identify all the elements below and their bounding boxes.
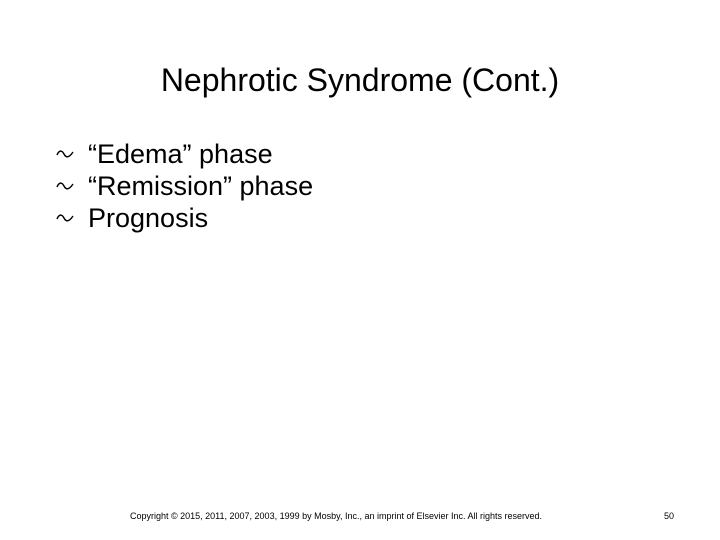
wave-bullet-icon — [56, 202, 88, 234]
bullet-text: “Remission” phase — [88, 171, 314, 201]
bullet-list — [56, 138, 313, 234]
bullet-item — [56, 202, 313, 234]
wave-bullet-icon — [56, 170, 88, 202]
copyright-footer: Copyright © 2015, 2011, 2007, 2003, 1999 by Mosby, Inc., an imprint of Elsevier Inc. All rights reserved. — [130, 511, 543, 521]
bullet-item — [56, 170, 313, 202]
page-number: 50 — [664, 511, 675, 521]
wave-bullet-icon — [56, 138, 88, 170]
bullet-text: Prognosis — [88, 203, 209, 233]
bullet-text: “Edema” phase — [88, 139, 273, 169]
bullet-item — [56, 138, 313, 170]
slide-title: Nephrotic Syndrome (Cont.) — [160, 62, 560, 98]
